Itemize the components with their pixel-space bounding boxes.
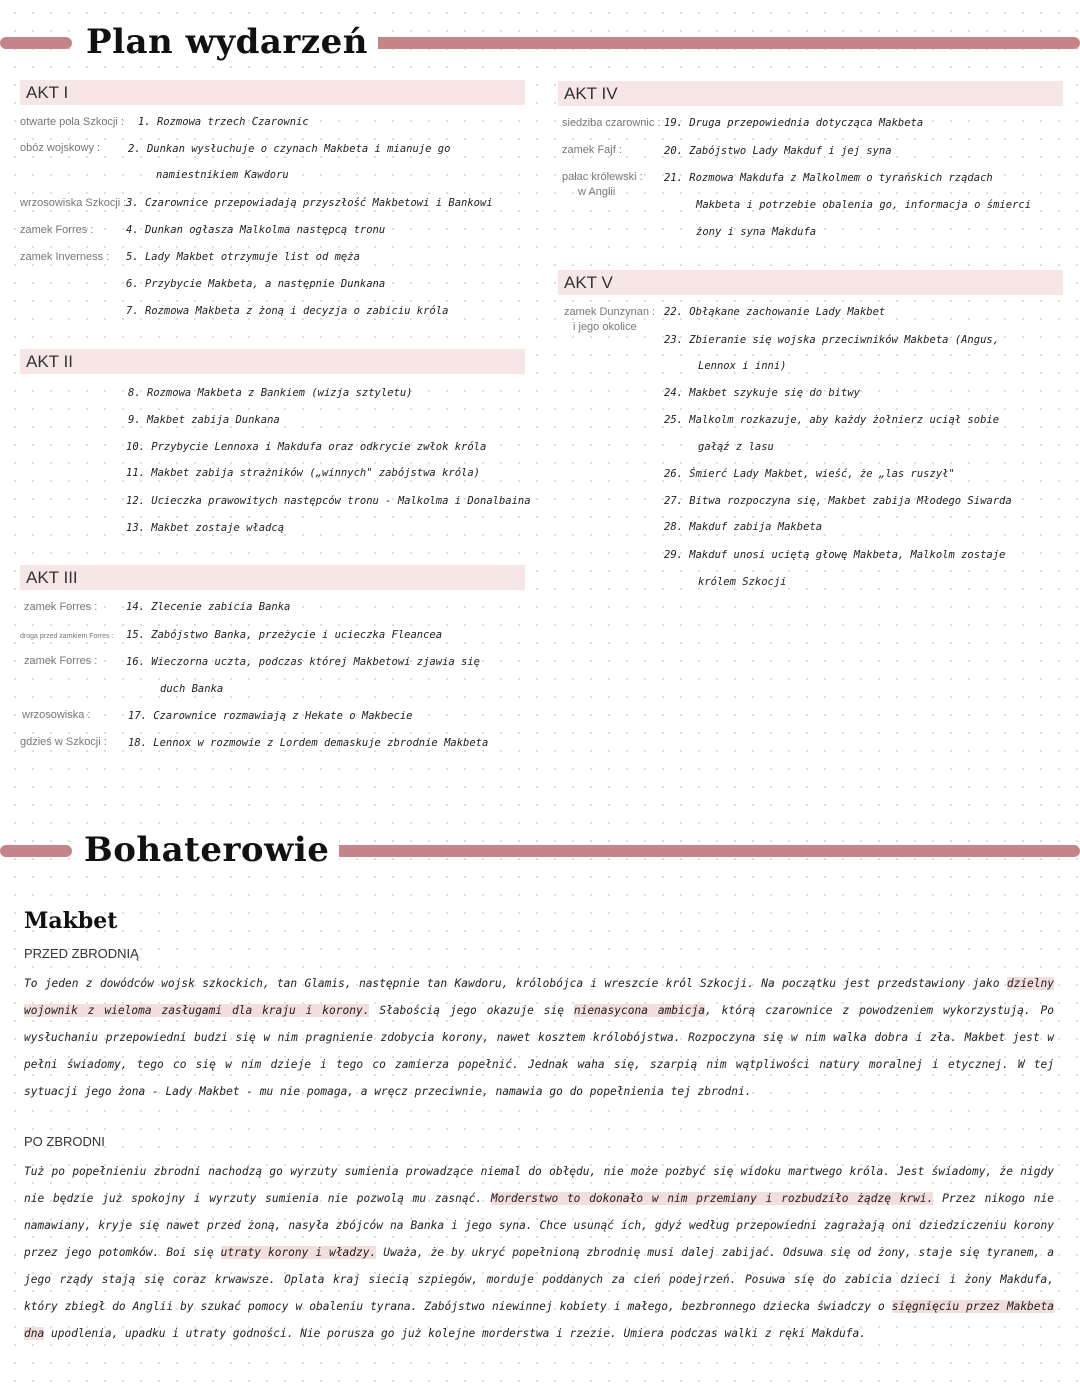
akt5-event-29: 29. Makduf unosi uciętą głowę Makbeta, Malkolm zostaje: [664, 549, 1006, 561]
akt3-loc-3: wrzosowiska :: [22, 709, 91, 721]
akt3-loc-1: droga przed zamkiem Forres :: [20, 633, 114, 640]
akt4-event-19: 19. Druga przepowiednia dotycząca Makbeta: [664, 117, 924, 129]
akt4-loc-2: pałac królewski :: [562, 171, 643, 183]
before-highlight-1: dzielny wojownik z wieloma zasługami dla kraju i korony.: [24, 977, 1054, 1017]
akt2-event-11: 11. Makbet zabija strażników („winnych" zabójstwa króla): [126, 467, 481, 479]
akt3-event-16: 16. Wieczorna uczta, podczas której Makbetowi zjawia się: [126, 656, 481, 668]
akt5-event-27: 27. Bitwa rozpoczyna się, Makbet zabija Młodego Siwarda: [664, 495, 1012, 507]
akt3-event-18: 18. Lennox w rozmowie z Lordem demaskuje zbrodnie Makbeta: [128, 737, 489, 749]
akt4-loc-1: zamek Fajf :: [562, 144, 622, 156]
akt3-loc-0: zamek Forres :: [24, 601, 98, 613]
akt1-event-7: 7. Rozmowa Makbeta z żoną i decyzja o zabiciu króla: [126, 305, 449, 317]
akt1-loc-3: zamek Forres :: [20, 224, 94, 236]
akt5-event-25: 25. Malkolm rozkazuje, aby każdy żołnierz uciął sobie: [664, 414, 1000, 426]
before-crime-label: PRZED ZBRODNIĄ: [24, 946, 139, 961]
akt5-event-23b: Lennox i inni): [698, 360, 787, 372]
akt1-loc-0: otwarte pola Szkocji :: [20, 116, 124, 128]
akt2-event-8: 8. Rozmowa Makbeta z Bankiem (wizja sztyletu): [128, 387, 413, 399]
akt1-header: AKT I: [20, 80, 525, 105]
akt5-header: AKT V: [558, 270, 1063, 295]
akt5-event-22: 22. Obłąkane zachowanie Lady Makbet: [664, 306, 886, 318]
akt1-event-1: 1. Rozmowa trzech Czarownic: [138, 116, 309, 128]
after-crime-label: PO ZBRODNI: [24, 1134, 105, 1149]
characters-banner-bar-left: [0, 845, 72, 857]
akt1-loc-1: obóz wojskowy :: [20, 142, 101, 154]
akt1-loc-2: wrzosowiska Szkocji :: [20, 197, 127, 209]
character-name: Makbet: [24, 908, 118, 934]
akt5-event-24: 24. Makbet szykuje się do bitwy: [664, 387, 860, 399]
before-highlight-2: nienasycona ambicja: [573, 1004, 705, 1017]
plan-title: Plan wydarzeń: [86, 22, 378, 62]
akt3-event-17: 17. Czarownice rozmawiają z Hekate o Makbecie: [128, 710, 413, 722]
akt5-loc-1: i jego okolice: [573, 321, 637, 333]
akt5-event-29b: królem Szkocji: [698, 576, 787, 588]
akt5-event-25b: gałąź z lasu: [698, 441, 774, 453]
plan-banner-bar-left: [0, 37, 72, 49]
akt4-event-21b: Makbeta i potrzebie obalenia go, informacja o śmierci: [696, 199, 1032, 211]
akt5-event-23: 23. Zbieranie się wojska przeciwników Makbeta (Angus,: [664, 334, 1000, 346]
plan-banner-bar-right: [340, 37, 1080, 49]
akt1-event-4: 4. Dunkan ogłasza Malkolma następcą tronu: [126, 224, 386, 236]
akt5-event-26: 26. Śmierć Lady Makbet, wieść, że „las ruszył": [664, 468, 955, 480]
akt2-event-12: 12. Ucieczka prawowitych następców tronu - Malkolma i Donalbaina: [126, 495, 531, 507]
akt3-event-15: 15. Zabójstwo Banka, przeżycie i ucieczka Fleancea: [126, 629, 443, 641]
akt5-event-28: 28. Makduf zabija Makbeta: [664, 521, 823, 533]
akt1-event-2: 2. Dunkan wysłuchuje o czynach Makbeta i mianuje go: [128, 143, 451, 155]
after-highlight-3: sięgnięciu przez Makbeta dna: [24, 1300, 1054, 1340]
akt2-header: AKT II: [20, 349, 525, 374]
akt2-event-10: 10. Przybycie Lennoxa i Makdufa oraz odkrycie zwłok króla: [126, 441, 487, 453]
akt3-loc-2: zamek Forres :: [24, 655, 98, 667]
akt5-loc-0: zamek Dunzynan :: [564, 306, 656, 318]
akt1-event-5: 5. Lady Makbet otrzymuje list od męża: [126, 251, 360, 263]
akt1-event-3: 3. Czarownice przepowiadają przyszłość Makbetowi i Bankowi: [126, 197, 493, 209]
characters-banner-bar-right: [308, 845, 1080, 857]
akt3-header: AKT III: [20, 565, 525, 590]
after-crime-text: Tuż po popełnieniu zbrodni nachodzą go wyrzuty sumienia prowadzące niemal do obłędu, nie może pozbyć się widoku martwego króla. Jest świadomy, że nigdy nie będzie już spokojny i wyrzuty sumienia nie pozwolą mu zasnąć. Morderstwo to dokonało w nim przemiany i rozbudziło żądzę krwi. Przez nikogo nie namawiany, kryje się nawet przed żoną, nasyła zbójców na Banka i jego syna. Chce usunąć ich, gdyż według przepowiedni zagrażają oni dziedziczeniu korony przez jego potomków. Boi się utraty korony i władzy. Uważa, że by ukryć popełnioną zbrodnię musi dalej zabijać. Odsuwa się od żony, staje się tyranem, a jego rządy stają się coraz krwawsze. Oplata kraj siecią szpiegów, morduje poddanych za cień podejrzeń. Posuwa się do zabicia dzieci i żony Makdufa, który zbiegł do Anglii by szukać pomocy w obaleniu tyrana. Zabójstwo niewinnej kobiety i małego, bezbronnego dziecka świadczy o sięgnięciu przez Makbeta dna upodlenia, upadku i utraty godności. Nie porusza go już kolejne morderstwa i rzezie. Umiera podczas walki z ręki Makdufa.: [24, 1165, 1055, 1340]
after-highlight-1: Morderstwo to dokonało w nim przemiany i rozbudziło żądzę krwi.: [490, 1192, 934, 1205]
akt3-loc-4: gdzieś w Szkocji :: [20, 736, 107, 748]
akt1-event-2b: namiestnikiem Kawdoru: [156, 169, 289, 181]
akt1-event-6: 6. Przybycie Makbeta, a następnie Dunkana: [126, 278, 386, 290]
akt4-event-21c: żony i syna Makdufa: [696, 226, 817, 238]
akt1-loc-4: zamek Inverness :: [20, 251, 110, 263]
akt3-event-14: 14. Zlecenie zabicia Banka: [126, 601, 291, 613]
akt4-header: AKT IV: [558, 81, 1063, 106]
akt2-event-13: 13. Makbet zostaje władcą: [126, 522, 285, 534]
akt2-event-9: 9. Makbet zabija Dunkana: [128, 414, 280, 426]
after-highlight-2: utraty korony i władzy.: [220, 1246, 377, 1259]
akt4-loc-0: siedziba czarownic :: [562, 117, 661, 129]
akt4-loc-3: w Anglii: [578, 186, 616, 198]
akt4-event-20: 20. Zabójstwo Lady Makduf i jej syna: [664, 145, 892, 157]
akt3-event-16b: duch Banka: [160, 683, 224, 695]
before-crime-text: To jeden z dowódców wojsk szkockich, tan Glamis, następnie tan Kawdoru, królobójca i wreszcie król Szkocji. Na początku jest przedstawiony jako dzielny wojownik z wieloma zasługami dla kraju i korony. Słabością jego okazuje się nienasycona ambicja, którą czarownice z powodzeniem wykorzystują. Po wysłuchaniu przepowiedni budzi się w nim pragnienie zdobycia korony, nawet kosztem królobójstwa. Rozpoczyna się w nim walka dobra i zła. Makbet jest w pełni świadomy, tego co się w nim dzieje i tego co zamierza popełnić. Jednak waha się, szarpią nim wątpliwości natury moralnej i etycznej. W tej sytuacji jego żona - Lady Makbet - mu nie pomaga, a wręcz przeciwnie, namawia go do popełnienia tej zbrodni.: [24, 977, 1054, 1098]
akt4-event-21: 21. Rozmowa Makdufa z Malkolmem o tyrańskich rządach: [664, 172, 993, 184]
characters-title: Bohaterowie: [84, 830, 339, 870]
